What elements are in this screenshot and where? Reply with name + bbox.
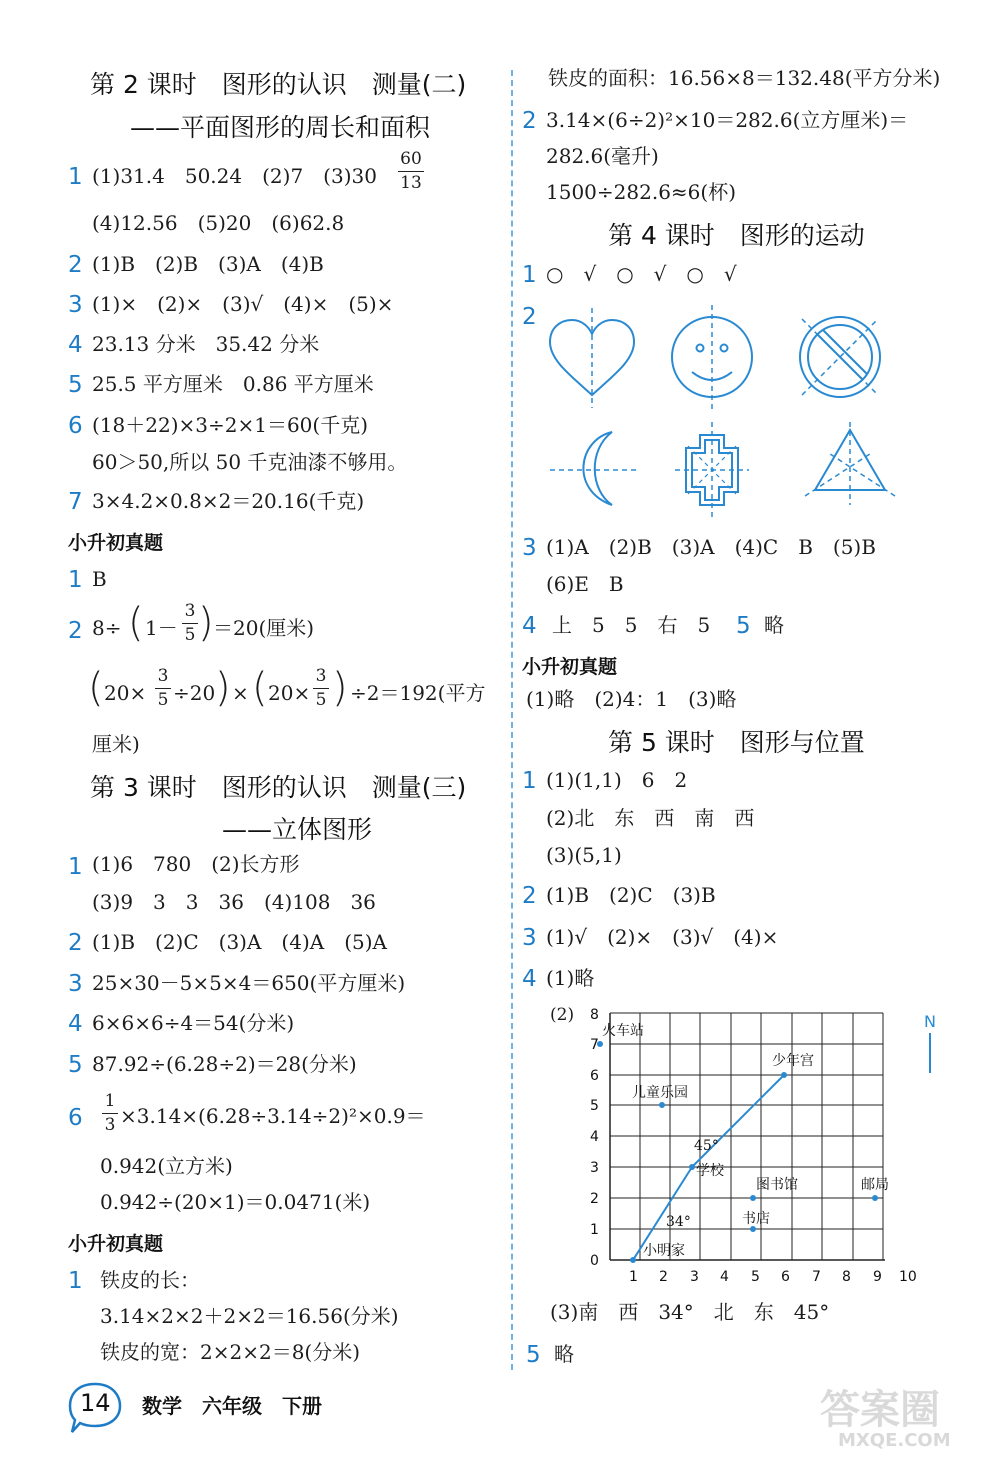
answer-text: (1)6 780 (2)长方形	[92, 852, 300, 876]
place-label: 学校	[696, 1163, 724, 1179]
question-number: 6	[68, 413, 83, 439]
fraction-numerator: 60	[400, 149, 422, 169]
page-number: 14	[80, 1389, 111, 1417]
fraction	[182, 603, 198, 644]
section-title: 小升初真题	[68, 1233, 164, 1255]
lesson3-subtitle: ——立体图形	[222, 815, 373, 844]
place-label: 少年宫	[772, 1053, 814, 1069]
x-tick: 8	[842, 1269, 851, 1285]
lesson3-title: 第 3 课时 图形的认识 测量(三)	[90, 773, 467, 802]
angle-label: 45°	[694, 1138, 719, 1154]
answer-text: 铁皮的长：	[100, 1268, 200, 1292]
smiley-face-shape	[672, 305, 752, 412]
place-markers	[597, 1041, 878, 1263]
answer-text: 282.6(毫升)	[546, 144, 659, 168]
answer-text: 1－	[145, 616, 178, 640]
answer-text: (1)B (2)C (3)B	[546, 883, 716, 907]
answer-text: 25×30－5×5×4＝650(平方厘米)	[92, 971, 406, 995]
fraction-numerator: 1	[104, 1091, 116, 1111]
question-number: 5	[68, 1052, 83, 1078]
answer-text: ÷2＝192(平方	[350, 681, 486, 705]
answer-text: (1)(1,1) 6 2	[546, 768, 688, 792]
right-paren: )	[215, 665, 231, 711]
symmetry-figures	[540, 300, 910, 525]
x-tick: 5	[751, 1269, 760, 1285]
question-number: 2	[522, 304, 537, 330]
place-label: 图书馆	[756, 1177, 798, 1193]
answer-text: (1)略 (2)4：1 (3)略	[526, 687, 737, 711]
x-tick: 6	[781, 1269, 790, 1285]
x-tick: 4	[720, 1269, 729, 1285]
answer-text: (2)北 东 西 南 西	[546, 806, 755, 830]
answer-text: ×	[232, 681, 249, 705]
answer-text: 25.5 平方厘米 0.86 平方厘米	[92, 372, 374, 396]
fraction-numerator: 3	[157, 666, 169, 686]
answer-text: 3.14×(6÷2)²×10＝282.6(立方厘米)＝	[546, 108, 909, 132]
north-label: N	[924, 1012, 936, 1031]
fraction-denominator: 5	[157, 690, 169, 710]
question-number: 4	[522, 613, 537, 639]
section-title: 小升初真题	[522, 656, 618, 678]
answer-text: (1)B (2)C (3)A (4)A (5)A	[92, 930, 387, 954]
y-tick: 3	[590, 1160, 599, 1176]
question-number: 3	[68, 292, 83, 318]
y-tick: 8	[590, 1007, 599, 1023]
question-number: 2	[522, 883, 537, 909]
question-number: 1	[522, 768, 537, 794]
place-label: 邮局	[861, 1177, 889, 1193]
watermark-logo: 答案圈	[820, 1387, 940, 1433]
answer-text: 8÷	[92, 616, 122, 640]
question-number: 3	[68, 971, 83, 997]
question-number: 3	[522, 535, 537, 561]
y-tick: 2	[590, 1191, 599, 1207]
question-number: 1	[68, 854, 83, 880]
triangle-shape	[805, 422, 895, 505]
lesson5-title: 第 5 课时 图形与位置	[608, 728, 865, 757]
fraction-numerator: 3	[184, 601, 196, 621]
question-number: 4	[68, 332, 83, 358]
question-number: 2	[68, 930, 83, 956]
answer-text: ＝20(厘米)	[213, 616, 315, 640]
answer-text: 3×4.2×0.8×2＝20.16(千克)	[92, 489, 365, 513]
x-tick: 3	[690, 1269, 699, 1285]
answer-text: (4)12.56 (5)20 (6)62.8	[92, 211, 345, 235]
question-number: 3	[522, 925, 537, 951]
answer-text: (2)	[550, 1005, 575, 1025]
watermark-url: MXQE.COM	[838, 1430, 951, 1451]
section-title: 小升初真题	[68, 532, 164, 554]
answer-text: (3)(5,1)	[546, 843, 622, 867]
answer-text: 23.13 分米 35.42 分米	[92, 332, 320, 356]
answer-text: 87.92÷(6.28÷2)＝28(分米)	[92, 1052, 357, 1076]
y-tick: 0	[590, 1253, 599, 1269]
lesson4-title: 第 4 课时 图形的运动	[608, 221, 865, 250]
question-number: 2	[68, 252, 83, 278]
left-paren: (	[128, 600, 144, 646]
heart-shape	[550, 308, 634, 408]
answer-text: (1)A (2)B (3)A (4)C B (5)B	[546, 535, 876, 559]
answer-text: 0.942(立方米)	[100, 1154, 233, 1178]
left-paren: (	[252, 665, 268, 711]
answer-text: 0.942÷(20×1)＝0.0471(米)	[100, 1190, 371, 1214]
answer-text: 3.14×2×2＋2×2＝16.56(分米)	[100, 1304, 399, 1328]
question-number: 2	[68, 618, 83, 644]
position-map	[580, 1005, 960, 1290]
footer-label: 数学 六年级 下册	[142, 1394, 322, 1418]
answer-text: B	[92, 567, 107, 591]
answer-text: (1)B (2)B (3)A (4)B	[92, 252, 324, 276]
fraction	[398, 151, 424, 192]
y-tick: 4	[590, 1129, 599, 1145]
answer-text: 略	[764, 613, 784, 637]
answer-text: ×3.14×(6.28÷3.14÷2)²×0.9＝	[120, 1104, 426, 1128]
answer-text: 20×	[104, 681, 147, 705]
lesson2-subtitle: ——平面图形的周长和面积	[130, 113, 431, 142]
fraction-denominator: 5	[184, 625, 196, 645]
place-label: 书店	[742, 1211, 770, 1227]
answer-text: 铁皮的面积：16.56×8＝132.48(平方分米)	[548, 66, 941, 90]
answer-text: 1500÷282.6≈6(杯)	[546, 180, 736, 204]
left-paren: (	[88, 665, 104, 711]
answer-text: 20×	[268, 681, 311, 705]
x-tick: 2	[659, 1269, 668, 1285]
question-number: 5	[68, 372, 83, 398]
angle-label: 34°	[666, 1214, 691, 1230]
place-label: 儿童乐园	[632, 1085, 688, 1101]
fraction	[155, 668, 171, 709]
answer-text: 略	[554, 1342, 574, 1366]
answer-text: (1)√ (2)× (3)√ (4)×	[546, 925, 779, 949]
question-number: 1	[522, 262, 537, 288]
answer-text: (3)9 3 3 36 (4)108 36	[92, 890, 376, 914]
answer-text: (6)E B	[546, 572, 624, 596]
right-paren: )	[198, 600, 214, 646]
answer-text: 60＞50,所以 50 千克油漆不够用。	[92, 450, 408, 474]
y-tick: 7	[590, 1037, 599, 1053]
answer-text: ÷20	[173, 681, 216, 705]
answer-text: (1)× (2)× (3)√ (4)× (5)×	[92, 292, 394, 316]
y-tick: 5	[590, 1098, 599, 1114]
question-number: 6	[68, 1105, 83, 1131]
x-tick: 10	[899, 1269, 917, 1285]
y-tick: 1	[590, 1222, 599, 1238]
answer-text: (3)南 西 34° 北 东 45°	[550, 1300, 830, 1324]
fraction	[313, 668, 329, 709]
x-axis-ticks	[629, 1269, 917, 1285]
x-tick: 1	[629, 1269, 638, 1285]
question-number: 4	[522, 966, 537, 992]
place-label: 小明家	[643, 1243, 685, 1259]
question-number: 1	[68, 164, 83, 190]
answer-text: (18＋22)×3÷2×1＝60(千克)	[92, 413, 369, 437]
x-tick: 9	[873, 1269, 882, 1285]
y-axis-ticks	[590, 1007, 599, 1269]
north-arrow-icon	[924, 1012, 936, 1073]
answer-text: 铁皮的宽：2×2×2＝8(分米)	[100, 1340, 361, 1364]
question-number: 4	[68, 1011, 83, 1037]
place-labels	[602, 1022, 889, 1259]
question-number: 1	[68, 1268, 83, 1294]
question-number: 2	[522, 108, 537, 134]
question-number: 7	[68, 489, 83, 515]
cross-shape	[675, 422, 749, 518]
place-label: 火车站	[602, 1023, 644, 1039]
fraction-denominator: 13	[400, 173, 422, 193]
answer-text: (1)31.4 50.24 (2)7 (3)30	[92, 164, 377, 188]
fraction-denominator: 5	[315, 690, 327, 710]
answer-text: 6×6×6÷4＝54(分米)	[92, 1011, 295, 1035]
y-tick: 6	[590, 1068, 599, 1084]
answer-text: ○ √ ○ √ ○ √	[546, 262, 737, 286]
fraction	[102, 1093, 118, 1134]
lesson2-title: 第 2 课时 图形的认识 测量(二)	[90, 70, 467, 99]
fraction-numerator: 3	[315, 666, 327, 686]
question-number: 5	[736, 613, 751, 639]
fraction-denominator: 3	[104, 1115, 116, 1135]
column-divider	[511, 70, 513, 1370]
answer-text: 厘米)	[92, 732, 140, 756]
prohibition-sign-shape	[800, 317, 880, 397]
x-tick: 7	[812, 1269, 821, 1285]
question-number: 5	[526, 1342, 541, 1368]
answer-text: 上 5 5 右 5	[552, 613, 711, 637]
crescent-moon-shape	[550, 432, 636, 505]
right-paren: )	[332, 665, 348, 711]
question-number: 1	[68, 567, 83, 593]
answer-text: (1)略	[546, 966, 595, 990]
